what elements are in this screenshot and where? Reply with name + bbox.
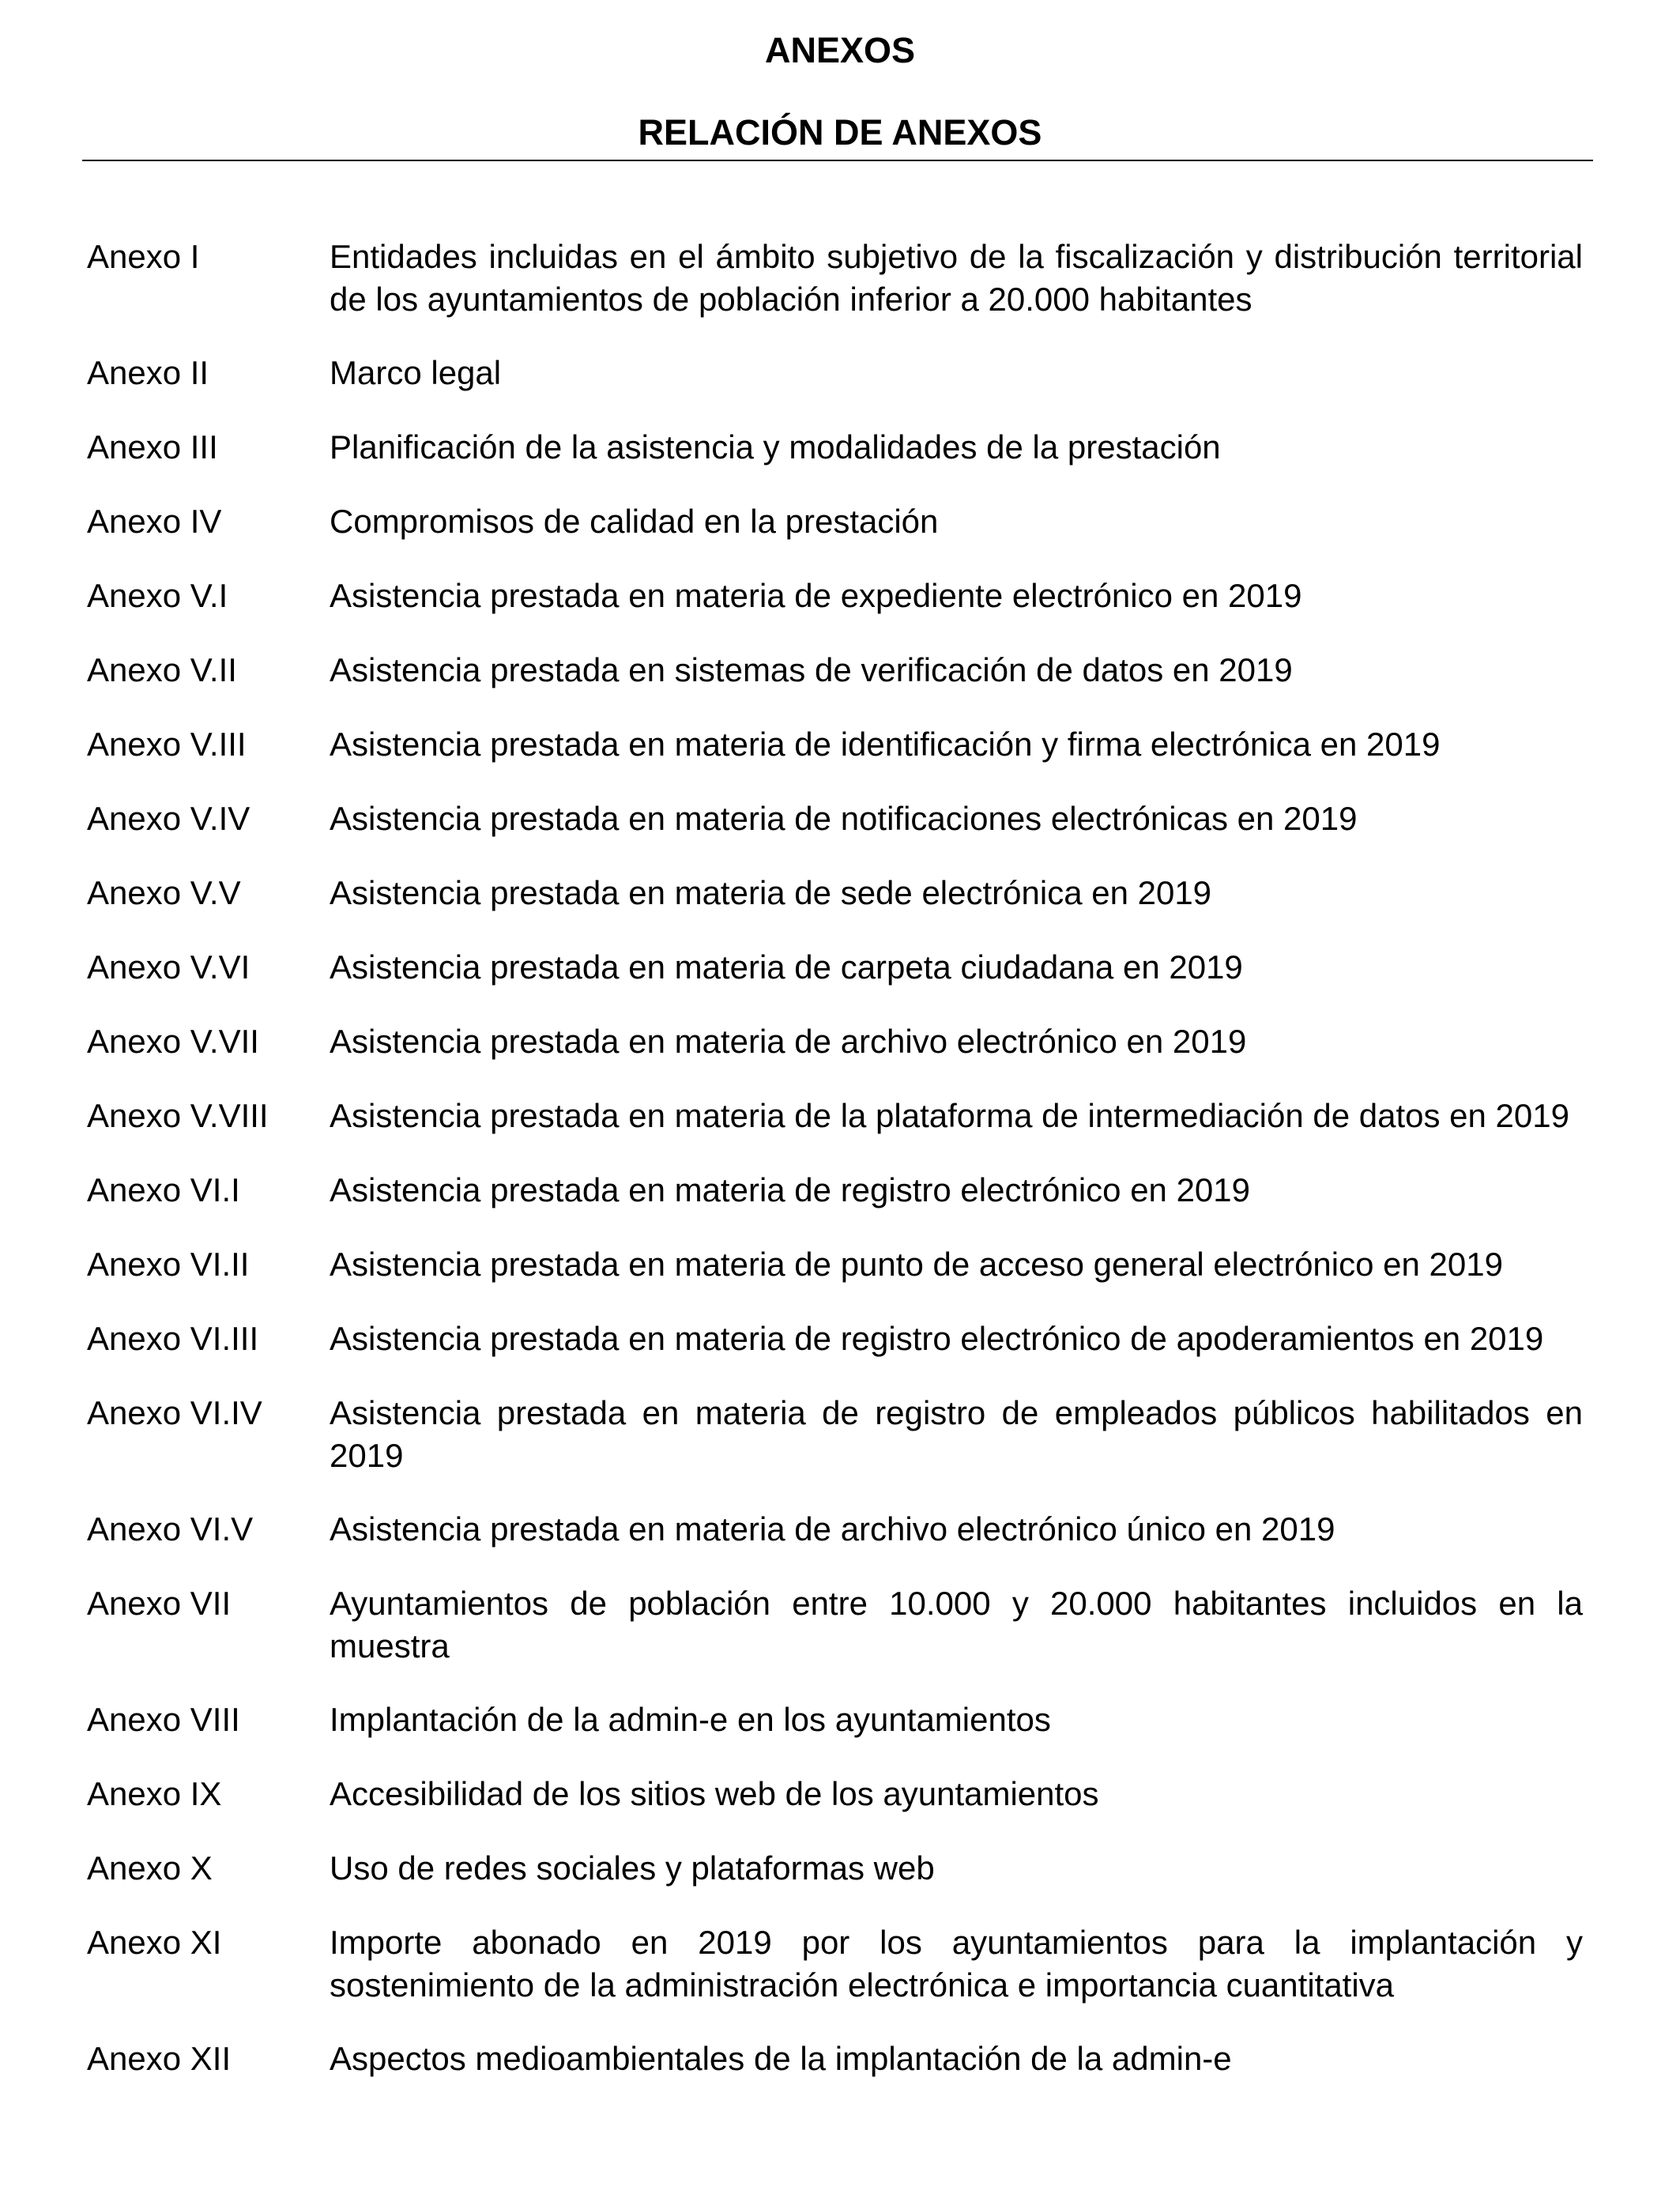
- annex-label: Anexo XII: [87, 2040, 232, 2077]
- annex-label: Anexo X: [87, 1849, 213, 1887]
- annex-label: Anexo I: [87, 238, 200, 275]
- annex-description: Asistencia prestada en materia de sede electrónica en 2019: [330, 874, 1212, 911]
- annex-description: Asistencia prestada en materia de identificación y firma electrónica en 2019: [330, 726, 1441, 763]
- annex-label: Anexo V.VII: [87, 1023, 259, 1060]
- annex-label: Anexo VI.III: [87, 1320, 259, 1357]
- annex-label: Anexo VI.IV: [87, 1394, 262, 1431]
- annex-label: Anexo VI.II: [87, 1246, 250, 1283]
- annex-description: Accesibilidad de los sitios web de los ayuntamientos: [330, 1775, 1099, 1812]
- annex-description: Entidades incluidas en el ámbito subjetivo de la fiscalización y distribución territorial de los ayuntamientos de población inferior a 20.000 habitantes: [330, 238, 1583, 318]
- annex-description: Asistencia prestada en materia de carpeta ciudadana en 2019: [330, 948, 1243, 986]
- annex-description: Implantación de la admin-e en los ayuntamientos: [330, 1701, 1051, 1738]
- annex-label: Anexo XI: [87, 1924, 222, 1961]
- annex-description: Asistencia prestada en materia de la plataforma de intermediación de datos en 2019: [330, 1097, 1569, 1134]
- annex-description: Compromisos de calidad en la prestación: [330, 503, 939, 540]
- annex-label: Anexo V.I: [87, 577, 228, 614]
- annex-label: Anexo V.III: [87, 726, 247, 763]
- annex-description: Importe abonado en 2019 por los ayuntamientos para la implantación y sostenimiento de la administración electrónica e importancia cuantitativa: [330, 1924, 1583, 2004]
- annex-description: Asistencia prestada en materia de registro electrónico en 2019: [330, 1171, 1251, 1208]
- annex-label: Anexo IV: [87, 503, 222, 540]
- annex-label: Anexo VI.I: [87, 1171, 240, 1208]
- annex-label: Anexo V.IV: [87, 800, 250, 837]
- document-title: ANEXOS: [764, 30, 916, 70]
- annex-description: Aspectos medioambientales de la implantación de la admin-e: [330, 2040, 1232, 2077]
- annex-description: Marco legal: [330, 354, 502, 391]
- annex-description: Asistencia prestada en materia de notificaciones electrónicas en 2019: [330, 800, 1358, 837]
- annex-description: Asistencia prestada en materia de archivo electrónico en 2019: [330, 1023, 1247, 1060]
- annex-label: Anexo VII: [87, 1585, 232, 1622]
- annex-description: Asistencia prestada en materia de registro electrónico de apoderamientos en 2019: [330, 1320, 1544, 1357]
- annex-label: Anexo VI.V: [87, 1510, 254, 1547]
- annex-label: Anexo V.VIII: [87, 1097, 269, 1134]
- annex-label: Anexo IX: [87, 1775, 222, 1812]
- annex-description: Asistencia prestada en materia de punto de acceso general electrónico en 2019: [330, 1246, 1503, 1283]
- annex-label: Anexo VIII: [87, 1701, 240, 1738]
- annex-description: Planificación de la asistencia y modalidades de la prestación: [330, 428, 1221, 466]
- annex-label: Anexo V.VI: [87, 948, 250, 986]
- annex-description: Asistencia prestada en materia de registro de empleados públicos habilitados en 2019: [330, 1394, 1583, 1474]
- annex-description: Asistencia prestada en sistemas de verificación de datos en 2019: [330, 651, 1293, 688]
- annex-description: Ayuntamientos de población entre 10.000 y 20.000 habitantes incluidos en la muestra: [330, 1585, 1583, 1664]
- annex-description: Asistencia prestada en materia de expediente electrónico en 2019: [330, 577, 1302, 614]
- annex-description: Asistencia prestada en materia de archivo electrónico único en 2019: [330, 1510, 1335, 1547]
- annex-description: Uso de redes sociales y plataformas web: [330, 1849, 935, 1887]
- document-subtitle: RELACIÓN DE ANEXOS: [638, 112, 1042, 153]
- annex-label: Anexo V.V: [87, 874, 241, 911]
- annex-label: Anexo V.II: [87, 651, 237, 688]
- annex-label: Anexo III: [87, 428, 218, 466]
- annex-label: Anexo II: [87, 354, 209, 391]
